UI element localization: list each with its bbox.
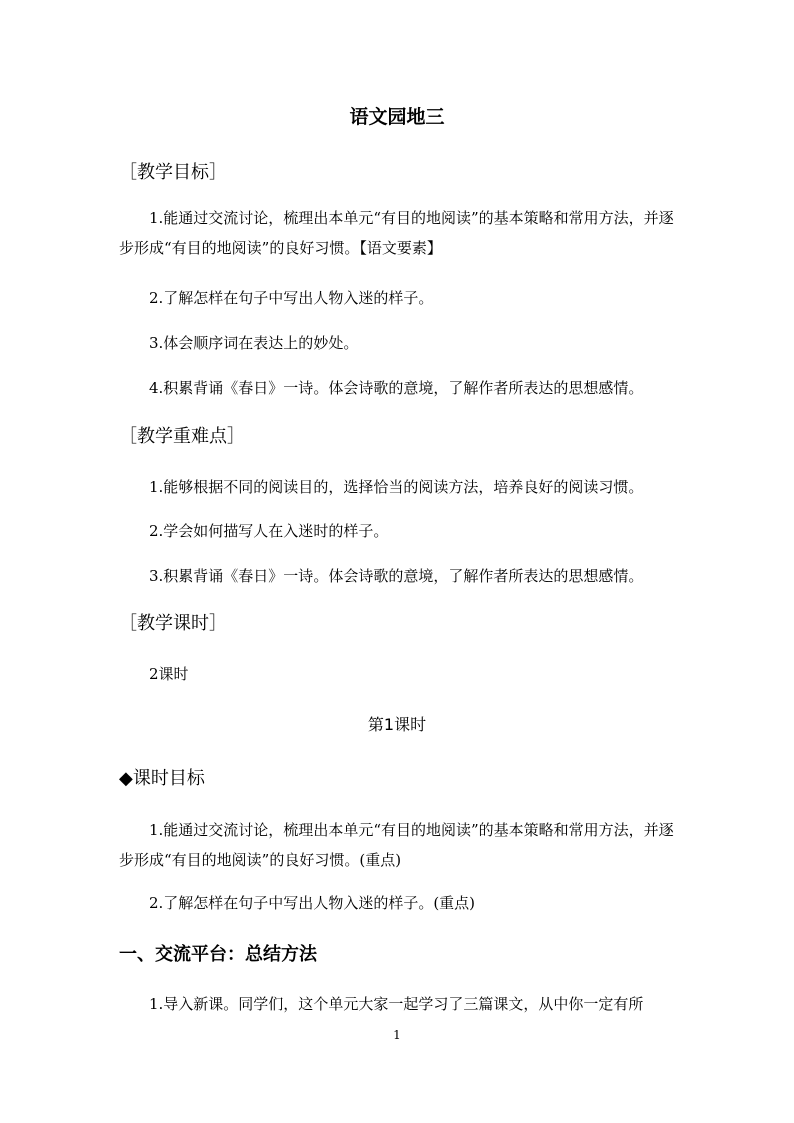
key-point-1: 1.能够根据不同的阅读目的，选择恰当的阅读方法，培养良好的阅读习惯。 xyxy=(149,478,644,496)
lesson-goal-1: 1.能通过交流讨论，梳理出本单元“有目的地阅读”的基本策略和常用方法，并逐步形成“有目的地阅读”的良好习惯。(重点) xyxy=(119,821,674,869)
part-line-1: 1.导入新课。同学们，这个单元大家一起学习了三篇课文，从中你一定有所 xyxy=(149,995,644,1013)
section-heading-hours: ［教学课时］ xyxy=(119,613,227,634)
section-heading-goals: ［教学目标］ xyxy=(119,162,227,183)
section-heading-key-points: ［教学重难点］ xyxy=(119,426,245,447)
lesson-goals-heading: ◆课时目标 xyxy=(119,768,205,789)
goal-item-2: 2.了解怎样在句子中写出人物入迷的样子。 xyxy=(149,289,434,307)
goal-item-3: 3.体会顺序词在表达上的妙处。 xyxy=(149,334,359,352)
goal-item-4: 4.积累背诵《春日》一诗。体会诗歌的意境，了解作者所表达的思想感情。 xyxy=(149,379,644,397)
goal-item-1: 1.能通过交流讨论，梳理出本单元“有目的地阅读”的基本策略和常用方法，并逐步形成“有目的地阅读”的良好习惯。【语文要素】 xyxy=(119,209,674,257)
key-point-2: 2.学会如何描写人在入迷时的样子。 xyxy=(149,522,389,540)
lesson-goal-2: 2.了解怎样在句子中写出人物入迷的样子。(重点) xyxy=(149,894,476,912)
part-heading: 一、交流平台：总结方法 xyxy=(119,944,317,965)
key-point-3: 3.积累背诵《春日》一诗。体会诗歌的意境，了解作者所表达的思想感情。 xyxy=(149,567,644,585)
lesson-title: 第1课时 xyxy=(367,715,427,734)
page-number: 1 xyxy=(393,1028,401,1042)
hours-value: 2课时 xyxy=(149,665,189,683)
document-title: 语文园地三 xyxy=(349,106,445,128)
